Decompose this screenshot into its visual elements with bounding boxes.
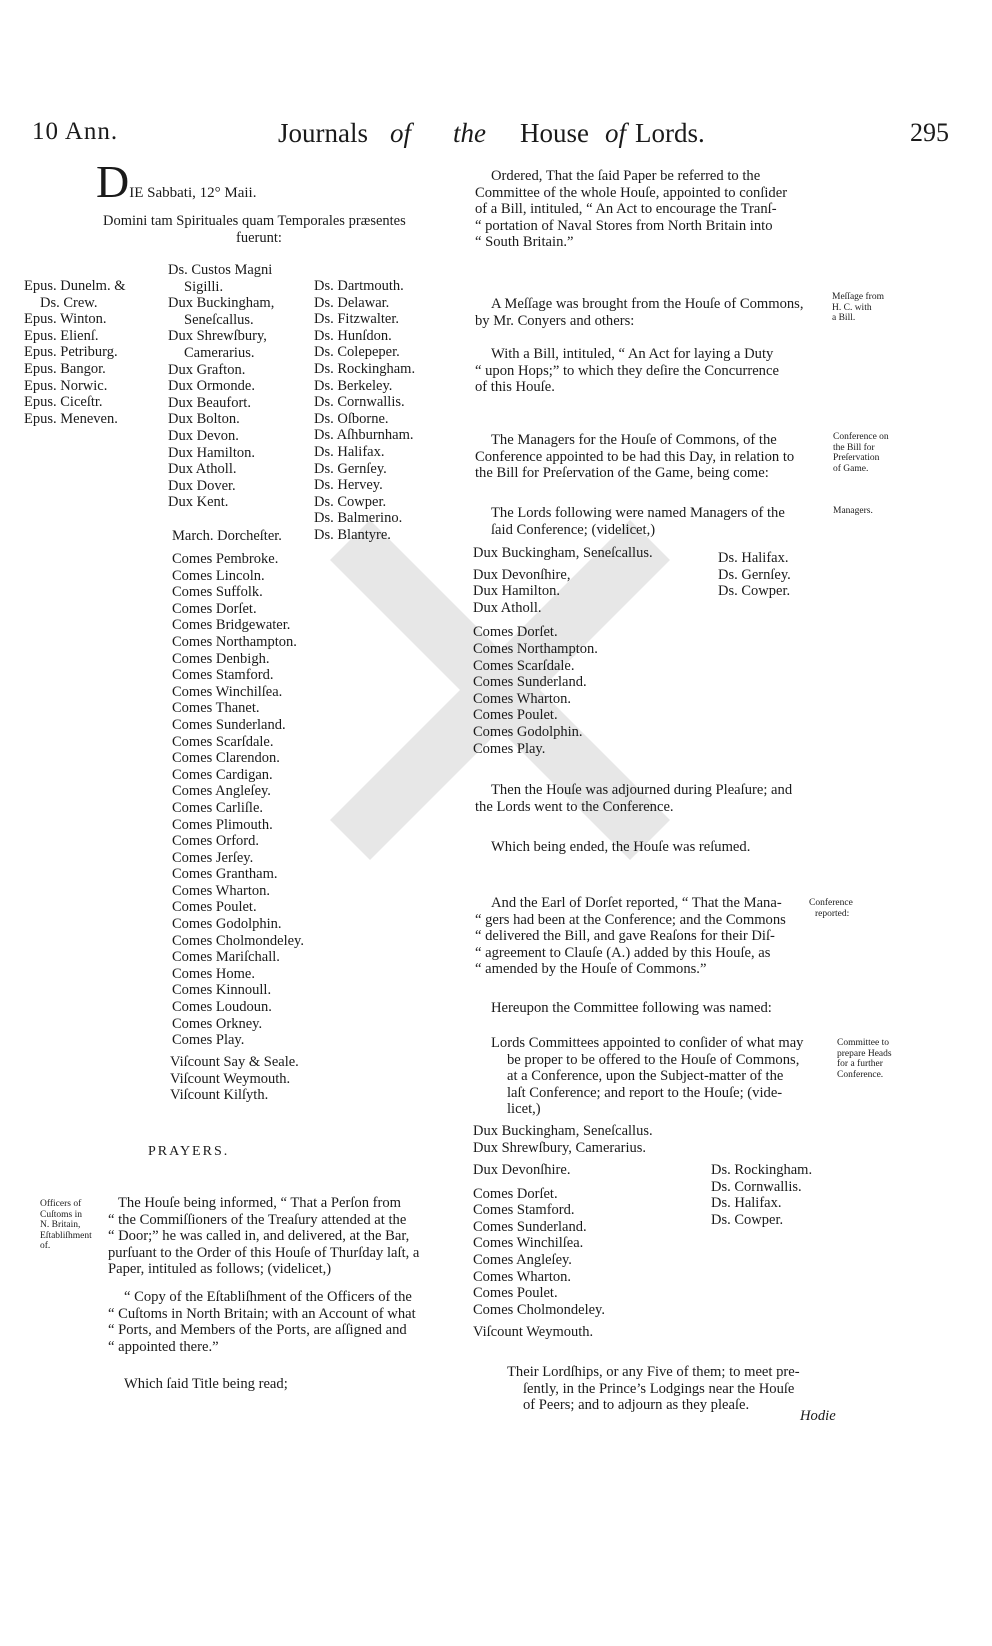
list-item: Dux Ormonde. [168,378,255,395]
paragraph-message [475,296,835,329]
text-line: “ delivered the Bill, and gave Reaſons for their Diſ- [475,928,775,945]
paragraph-ordered [475,168,835,251]
text-line: “ agreement to Clauſe (A.) added by this Houſe, as [475,944,771,961]
list-item: Camerarius. [184,344,255,361]
header-word: Journals [278,118,368,148]
committee-list [473,1162,605,1341]
list-item: Dux Dover. [168,477,236,494]
header-session: 10 Ann. [32,118,119,145]
margin-line: Conference. [837,1069,884,1080]
text-line: of a Bill, intituled, “ An Act to encourage the Tranſ- [475,201,777,218]
list-item: Ds. Rockingham. [314,360,416,377]
list-item: Ds. Cornwallis. [711,1178,802,1195]
list-item: Comes Scarſdale. [473,657,575,674]
list-item: Comes Thanet. [172,700,260,717]
list-item: Comes Northampton. [473,640,598,657]
margin-line: Conference on [833,432,889,442]
list-item: Comes Clarendon. [172,750,280,767]
header-word: of [390,118,412,148]
list-item: Ds. Cowper. [711,1211,784,1228]
list-item: Comes Cholmondeley. [473,1301,605,1318]
list-item: Epus. Winton. [24,311,107,328]
text-line: Conference appointed to be had this Day, in relation to [475,448,795,465]
margin-note-message [832,292,884,324]
list-item: Comes Scarſdale. [172,733,274,750]
list-item: Ds. Halifax. [718,550,789,566]
list-item: Viſcount Say & Seale. [170,1054,299,1070]
drop-cap: D [96,156,130,207]
margin-line: Officers of [40,1199,82,1209]
prayers-heading: PRAYERS. [148,1144,230,1159]
list-item: Ds. Hervey. [314,477,383,494]
list-item: Comes Lincoln. [172,567,265,584]
list-item: Dux Atholl. [473,599,542,616]
page-number: 295 [910,118,949,147]
list-item: Ds. Dartmouth. [314,278,404,294]
paragraph-officers [108,1195,460,1278]
list-item: Ds. Rockingham. [711,1162,813,1178]
list-item: Comes Dorſet. [172,600,257,617]
date-heading [96,156,257,207]
list-item: Comes Denbigh. [172,650,270,667]
text-line: “ upon Hops;” to which they deſire the Concurrence [475,362,779,379]
list-item: Comes Godolphin. [172,916,282,933]
paragraph-lords-committees [491,1035,836,1118]
list-item: Comes Suffolk. [172,584,263,601]
margin-line: of. [40,1241,51,1251]
paragraph-resumed: Which being ended, the Houſe was reſumed. [491,839,751,855]
text-line: The Houſe being informed, “ That a Perſon from [118,1195,402,1211]
paragraph-title-read: Which ſaid Title being read; [124,1376,288,1392]
list-item: Ds. Gernſey. [718,566,791,583]
viscounts-list [170,1054,299,1104]
margin-line: Eſtabliſhment [40,1230,92,1241]
text-line: Lords Committees appointed to conſider of what may [491,1035,804,1051]
list-item: Ds. Gernſey. [314,460,387,477]
list-item: Ds. Halifax. [711,1195,782,1212]
text-line: be proper to be offered to the Houſe of Commons, [507,1051,800,1068]
text-line: “ gers had been at the Conference; and the Commons [475,911,786,928]
text-line: The Managers for the Houſe of Commons, of the [491,432,777,448]
text-line: the Lords went to the Conference. [475,798,674,815]
earls-list [172,551,304,1049]
bishops-list [24,278,126,427]
list-item: Ds. Delawar. [314,294,390,311]
header-word: Lords. [635,118,705,148]
list-item: Comes Orkney. [172,1015,263,1032]
list-item: Ds. Cowper. [314,493,387,510]
text-line: ſently, in the Prince’s Lodgings near the Houſe [523,1380,795,1397]
list-item: Dux Buckingham, Seneſcallus. [473,545,653,561]
header-word: of [605,118,627,148]
list-item: Epus. Elienſ. [24,327,99,344]
list-item: Comes Jerſey. [172,849,254,866]
list-item: Comes Carliſle. [172,799,264,816]
margin-note-managers: Managers. [833,506,873,516]
margin-line: N. Britain, [40,1220,81,1230]
list-item: Comes Dorſet. [473,1185,558,1202]
list-item: Epus. Bangor. [24,360,106,377]
text-line: the Bill for Preſervation of the Game, being come: [475,465,769,482]
margin-line: the Bill for [833,442,875,453]
text-line: “ portation of Naval Stores from North Britain into [475,217,773,234]
list-item: Comes Orford. [172,833,259,850]
list-item: Comes Angleſey. [473,1251,572,1268]
text-line: With a Bill, intituled, “ An Act for laying a Duty [491,346,774,362]
list-item: Ds. Blantyre. [314,526,391,543]
text-line: “ Cuſtoms in North Britain; with an Account of what [108,1305,416,1322]
list-item: Epus. Ciceſtr. [24,394,103,411]
text-line: “ the Commiſſioners of the Treaſury attended at the [108,1211,407,1228]
list-item: Ds. Oſborne. [314,410,389,427]
list-item: Comes Play. [172,1032,245,1049]
header-title [278,118,705,150]
text-line: “ Door;” he was called in, and delivered, at the Bar, [108,1228,410,1245]
text-line: licet,) [507,1101,541,1118]
list-item: Comes Stamford. [172,667,274,684]
list-item: Comes Angleſey. [172,783,271,800]
catchword: Hodie [800,1408,836,1424]
list-item: Dux Kent. [168,494,229,511]
margin-line: of Game. [833,463,869,474]
margin-line: Meſſage from [832,292,884,302]
list-item: Comes Sunderland. [172,716,286,733]
text-line: Their Lordſhips, or any Five of them; to meet pre- [507,1364,800,1380]
list-item: Ds. Aſhburnham. [314,427,414,444]
list-item: Dux Hamilton. [168,444,255,461]
text-line: “ Copy of the Eſtabliſhment of the Officers of the [124,1289,412,1305]
dukes-list [168,262,274,511]
list-item: Comes Poulet. [473,1285,558,1302]
paragraph-committee-named: Hereupon the Committee following was named: [491,1000,772,1016]
paragraph-named-managers [475,505,835,538]
list-item: Comes Kinnoull. [172,982,272,999]
committee-barons [711,1162,812,1228]
text-line: Paper, intituled as follows; (videlicet,) [108,1261,332,1278]
list-item: Dux Devonſhire, [473,566,571,583]
list-item: Comes Poulet. [473,707,558,724]
text-line: ſaid Conference; (videlicet,) [491,521,656,538]
header-word: House [520,118,589,148]
margin-note-committee [837,1038,892,1080]
list-item: Viſcount Kilſyth. [170,1087,269,1104]
list-item: Dux Shrewſbury, Camerarius. [473,1139,647,1156]
list-item: Dux Devonſhire. [473,1162,571,1178]
list-item: Comes Sunderland. [473,674,587,691]
list-item: Dux Bolton. [168,411,240,428]
list-item: Dux Shrewſbury, [168,328,267,345]
margin-note-reported [809,898,853,919]
paragraph-adjourned [475,782,835,815]
list-item: Comes Grantham. [172,866,278,883]
list-item: Dux Grafton. [168,361,246,378]
list-item: Comes Plimouth. [172,816,273,833]
margin-line: Conference [809,898,853,908]
list-item: Comes Home. [172,965,255,982]
paragraph-earl-report [475,895,815,978]
list-item: Viſcount Weymouth. [473,1324,594,1341]
text-line: Committee of the whole Houſe, appointed to conſider [475,184,788,201]
header-word: the [453,118,486,148]
margin-line: H. C. with [832,302,872,313]
date-text: IE Sabbati, 12° Maii. [129,185,257,201]
list-item: Ds. Hunſdon. [314,327,392,344]
list-item: Dux Buckingham, [168,295,275,312]
list-item: Comes Winchilſea. [172,683,283,700]
list-item: Comes Wharton. [473,690,571,707]
text-line: purſuant to the Order of this Houſe of Thurſday laſt, a [108,1244,420,1261]
list-item: Comes Pembroke. [172,551,279,567]
text-line: Then the Houſe was adjourned during Pleaſure; and [491,782,793,798]
list-item: Comes Sunderland. [473,1218,587,1235]
list-item: Seneſcallus. [184,311,254,328]
list-item: Comes Wharton. [473,1268,571,1285]
attendance-intro: fuerunt: [236,230,282,246]
list-item: Ds. Balmerino. [314,510,403,527]
paragraph-managers-come [475,432,835,482]
margin-line: Cuſtoms in [40,1209,82,1220]
list-item: Dux Beaufort. [168,394,251,411]
margin-line: Preſervation [833,453,880,463]
committee-dukes [473,1123,653,1156]
margin-note-conference [833,432,889,474]
list-item: Ds. Cornwallis. [314,394,405,411]
text-line: The Lords following were named Managers of the [491,505,785,521]
text-line: Ordered, That the ſaid Paper be referred to the [491,168,761,184]
margin-line: prepare Heads [837,1048,892,1059]
text-line: “ Ports, and Members of the Ports, are aſſigned and [108,1322,407,1339]
list-item: Comes Play. [473,740,546,757]
text-line: A Meſſage was brought from the Houſe of Commons, [491,296,804,312]
text-line: of Peers; and to adjourn as they pleaſe. [523,1397,750,1414]
paragraph-copy-title [108,1289,460,1355]
list-item: Viſcount Weymouth. [170,1070,291,1087]
list-item: Dux Atholl. [168,461,237,478]
paragraph-hops-bill [475,346,835,396]
list-item: Comes Wharton. [172,882,270,899]
list-item: Comes Godolphin. [473,723,583,740]
margin-line: reported: [815,908,850,919]
list-item: Ds. Crew. [40,294,98,311]
list-item: Dux Buckingham, Seneſcallus. [473,1123,653,1139]
list-item: Ds. Berkeley. [314,377,393,394]
margin-line: a Bill. [832,313,856,323]
list-item: Ds. Cowper. [718,583,791,600]
list-item: Ds. Custos Magni [168,262,273,278]
list-item: Comes Mariſchall. [172,949,280,966]
margin-line: Committee to [837,1038,889,1048]
list-item: Dux Devon. [168,427,239,444]
list-item: Comes Cardigan. [172,766,273,783]
attendance-intro: Domini tam Spirituales quam Temporales præsentes [103,213,406,229]
text-line: “ amended by the Houſe of Commons.” [475,961,707,978]
list-item: Epus. Dunelm. & [24,278,126,294]
list-item: Epus. Meneven. [24,410,118,427]
list-item: Comes Stamford. [473,1202,575,1219]
margin-note-officers [40,1199,92,1252]
list-item: Ds. Fitzwalter. [314,311,399,328]
list-item: Comes Loudoun. [172,999,272,1016]
margin-line: for a further [837,1059,883,1069]
text-line: at a Conference, upon the Subject-matter of the [507,1068,784,1085]
list-item: Sigilli. [184,278,224,295]
list-item: Epus. Petriburg. [24,344,118,361]
text-line: “ appointed there.” [108,1338,219,1355]
list-item: Comes Northampton. [172,633,297,650]
list-item: Dux Hamilton. [473,583,560,600]
text-line: of this Houſe. [475,379,555,396]
paragraph-lordships [507,1364,837,1414]
list-item: Comes Winchilſea. [473,1235,584,1252]
list-item: Epus. Norwic. [24,377,108,394]
text-line: And the Earl of Dorſet reported, “ That the Mana- [491,895,782,911]
list-item: Ds. Halifax. [314,443,385,460]
list-item: Ds. Colepeper. [314,344,400,361]
marquess-line: March. Dorcheſter. [172,528,282,544]
barons-list [314,278,415,544]
list-item: Comes Bridgewater. [172,617,291,634]
managers-list-barons [718,550,791,600]
managers-list [473,545,653,757]
list-item: Comes Cholmondeley. [172,932,304,949]
text-line: by Mr. Conyers and others: [475,312,635,329]
list-item: Comes Dorſet. [473,624,558,641]
list-item: Comes Poulet. [172,899,257,916]
text-line: “ South Britain.” [475,234,574,251]
text-line: laſt Conference; and report to the Houſe; (vide- [507,1084,783,1101]
